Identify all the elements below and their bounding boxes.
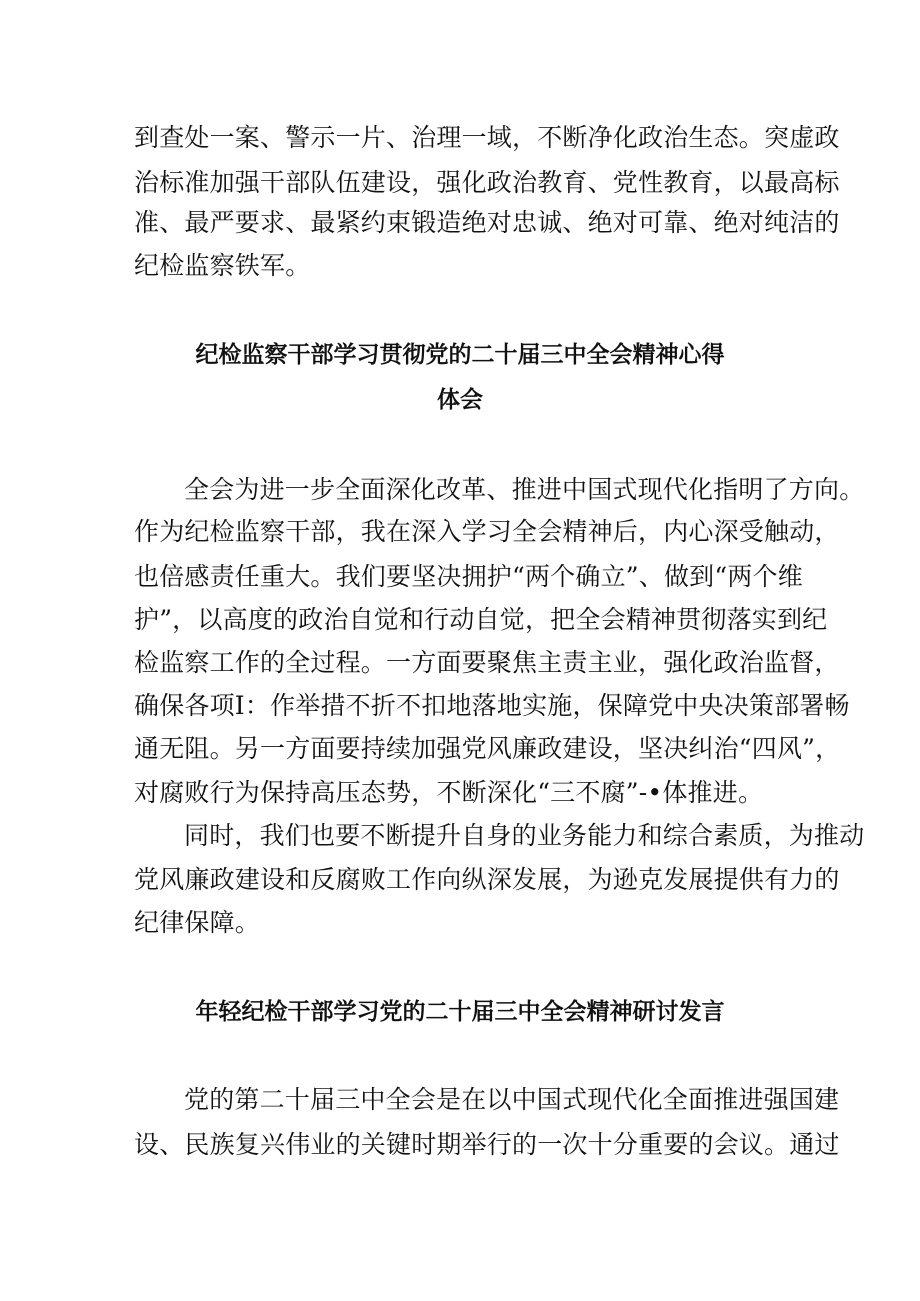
paragraph-line: 到查处一案、警示一片、治理一域，不断净化政治生态。突虚政 bbox=[134, 123, 840, 152]
paragraph-line: 准、最严要求、最紧约束锻造绝对忠诚、绝对可靠、绝对纯洁的 bbox=[134, 208, 840, 237]
paragraph-line: 全会为进一步全面深化改革、推进中国式现代化指明了方向。 bbox=[184, 475, 865, 504]
section-title: 体会 bbox=[437, 387, 483, 413]
paragraph-line: 作为纪检监察干部，我在深入学习全会精神后，内心深受触动， bbox=[134, 517, 840, 546]
paragraph-line: 通无阻。另一方面要持续加强党风廉政建设，坚决纠治“四风”， bbox=[134, 734, 841, 763]
paragraph-line: 也倍感责任重大。我们要坚决拥护“两个确立”、做到“两个维 bbox=[134, 562, 803, 591]
paragraph-line: 党的第二十届三中全会是在以中国式现代化全面推进强国建 bbox=[184, 1085, 840, 1114]
paragraph-line: 确保各项I：作举措不折不扣地落地实施，保障党中央决策部署畅 bbox=[134, 691, 850, 720]
paragraph-line: 检监察工作的全过程。一方面要聚焦主责主业，强化政治监督， bbox=[134, 648, 840, 677]
section-title: 年轻纪检干部学习党的二十届三中全会精神研讨发言 bbox=[195, 999, 725, 1025]
paragraph-line: 纪律保障。 bbox=[134, 908, 261, 937]
paragraph-line: 设、民族复兴伟业的关键时期举行的一次十分重要的会议。通过 bbox=[134, 1130, 840, 1159]
section-title: 纪检监察干部学习贯彻党的二十届三中全会精神心得 bbox=[195, 342, 725, 368]
paragraph-line: 护”，以高度的政治自觉和行动自觉，把全会精神贯彻落实到纪 bbox=[134, 605, 828, 634]
paragraph-line: 治标准加强干部队伍建设，强化政治教育、党性教育，以最高标 bbox=[134, 168, 840, 197]
paragraph-line: 纪检监察铁军。 bbox=[134, 251, 311, 280]
paragraph-line: 党风廉政建设和反腐败工作向纵深发展，为逊克发展提供有力的 bbox=[134, 865, 840, 894]
paragraph-line: 同时，我们也要不断提升自身的业务能力和综合素质，为推动 bbox=[184, 821, 865, 850]
paragraph-line: 对腐败行为保持高压态势，不断深化“三不腐”-•体推进。 bbox=[134, 778, 764, 807]
